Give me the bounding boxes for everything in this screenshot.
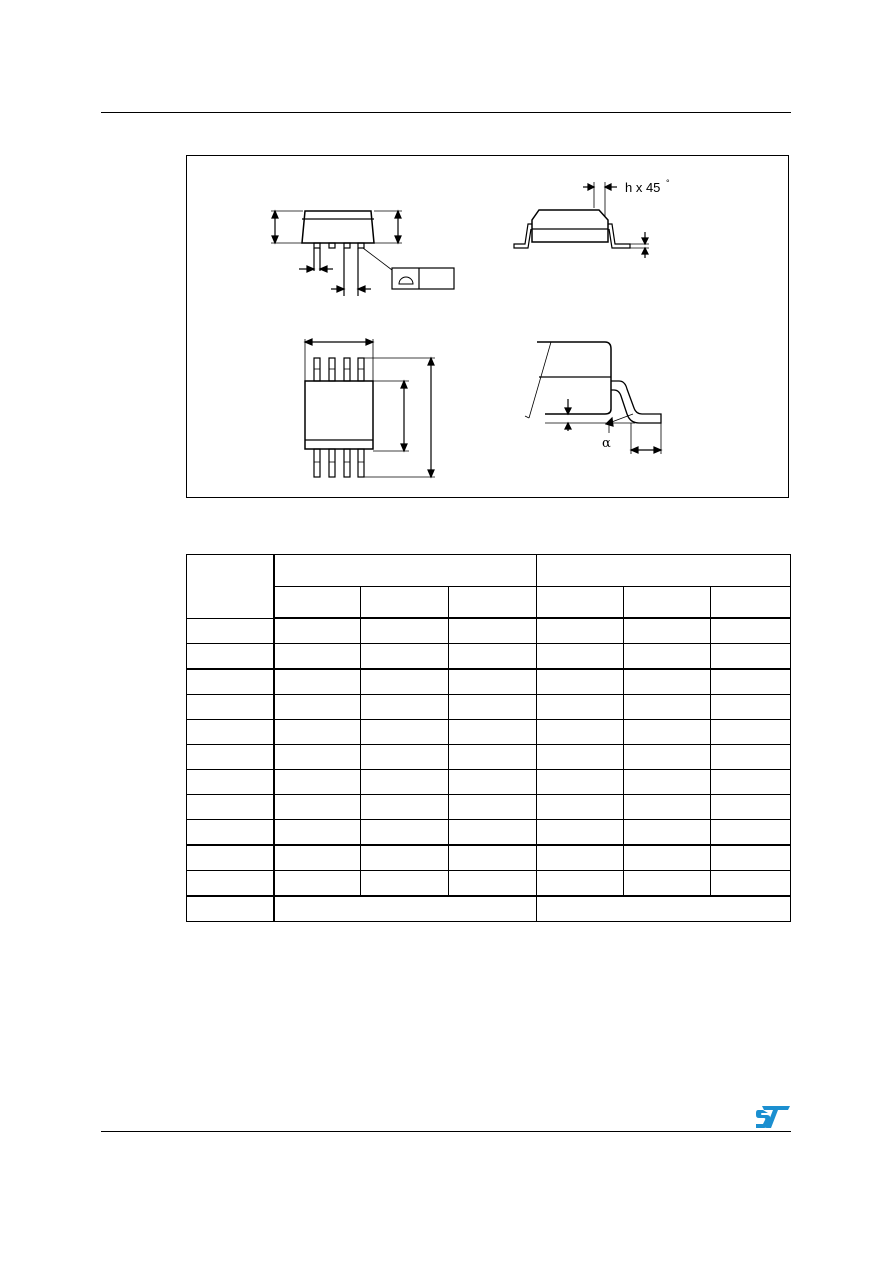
table-row [187, 644, 791, 670]
table-header-cell [537, 587, 624, 619]
table-cell [187, 770, 274, 795]
table-cell [624, 820, 711, 846]
table-cell [274, 795, 361, 820]
table-cell [711, 820, 791, 846]
table-cell [187, 745, 274, 770]
table-cell [187, 845, 274, 871]
table-cell [711, 669, 791, 695]
table-cell [449, 720, 537, 745]
table-cell [537, 745, 624, 770]
dimensions-table [186, 554, 791, 922]
table-cell [274, 770, 361, 795]
table-cell [187, 795, 274, 820]
table-cell [361, 770, 449, 795]
table-cell [711, 871, 791, 897]
table-cell [624, 695, 711, 720]
table-cell [187, 644, 274, 670]
table-cell [449, 820, 537, 846]
side-view [271, 211, 454, 296]
table-cell [449, 618, 537, 644]
table-cell [624, 720, 711, 745]
table-cell [537, 896, 791, 922]
table-cell [449, 669, 537, 695]
table-cell [624, 871, 711, 897]
table-cell [274, 896, 537, 922]
table-row [187, 871, 791, 897]
table-cell [187, 896, 274, 922]
table-row [187, 845, 791, 871]
lead-detail-view [525, 342, 661, 454]
table-cell [361, 820, 449, 846]
table-row [187, 770, 791, 795]
table-cell [537, 770, 624, 795]
table-cell [361, 669, 449, 695]
table-cell [711, 618, 791, 644]
table-cell [361, 720, 449, 745]
table-header-cell [274, 587, 361, 619]
table-row [187, 695, 791, 720]
table-cell [361, 871, 449, 897]
table-cell [449, 770, 537, 795]
footer-rule [101, 1131, 791, 1132]
table-cell [187, 618, 274, 644]
table-cell [537, 820, 624, 846]
table-row [187, 720, 791, 745]
mechanical-drawing-svg [187, 156, 790, 499]
table-cell [274, 720, 361, 745]
table-row [187, 896, 791, 922]
table-cell [624, 795, 711, 820]
table-cell [187, 820, 274, 846]
table-row [187, 820, 791, 846]
table-cell [361, 845, 449, 871]
table-cell [537, 720, 624, 745]
table-row [187, 669, 791, 695]
header-rule [101, 112, 791, 113]
package-outline-drawing [186, 155, 789, 498]
table-cell [449, 644, 537, 670]
table-cell [711, 695, 791, 720]
table-cell [187, 695, 274, 720]
table-row [187, 795, 791, 820]
table-header-cell [361, 587, 449, 619]
table-cell [274, 669, 361, 695]
table-cell [274, 695, 361, 720]
table-cell [361, 618, 449, 644]
table-cell [449, 795, 537, 820]
table-cell [274, 871, 361, 897]
table-cell [711, 770, 791, 795]
table-header-cell [187, 555, 274, 619]
table-cell [187, 720, 274, 745]
table-subheader-row [187, 587, 791, 619]
table-row [187, 745, 791, 770]
table-cell [711, 845, 791, 871]
table-header-cell [711, 587, 791, 619]
table-cell [449, 871, 537, 897]
table-cell [537, 644, 624, 670]
table-row [187, 618, 791, 644]
table-cell [361, 795, 449, 820]
table-header-row [187, 555, 791, 587]
table-cell [711, 644, 791, 670]
top-view [305, 339, 435, 477]
table-cell [624, 644, 711, 670]
table-cell [361, 695, 449, 720]
table-cell [537, 618, 624, 644]
alpha-label: α [602, 436, 611, 451]
table-cell [624, 845, 711, 871]
table-cell [187, 669, 274, 695]
table-cell [274, 820, 361, 846]
chamfer-degree: ° [666, 178, 670, 188]
table-cell [537, 669, 624, 695]
table-cell [274, 745, 361, 770]
table-cell [624, 745, 711, 770]
table-cell [624, 669, 711, 695]
table-header-cell [624, 587, 711, 619]
table-cell [274, 644, 361, 670]
table-cell [711, 720, 791, 745]
table-cell [537, 695, 624, 720]
table-cell [624, 770, 711, 795]
st-logo-icon [756, 1106, 790, 1128]
table-cell [624, 618, 711, 644]
table-cell [449, 695, 537, 720]
chamfer-label: h x 45 [625, 180, 661, 195]
table-cell [711, 795, 791, 820]
table-cell [187, 871, 274, 897]
table-header-cell [537, 555, 791, 587]
table-cell [449, 845, 537, 871]
table-cell [274, 845, 361, 871]
table-header-cell [449, 587, 537, 619]
table-cell [711, 745, 791, 770]
table-header-cell [274, 555, 537, 587]
table-cell [361, 644, 449, 670]
table-cell [274, 618, 361, 644]
table-cell [449, 745, 537, 770]
table-cell [361, 745, 449, 770]
table-cell [537, 871, 624, 897]
table-cell [537, 845, 624, 871]
table-cell [537, 795, 624, 820]
